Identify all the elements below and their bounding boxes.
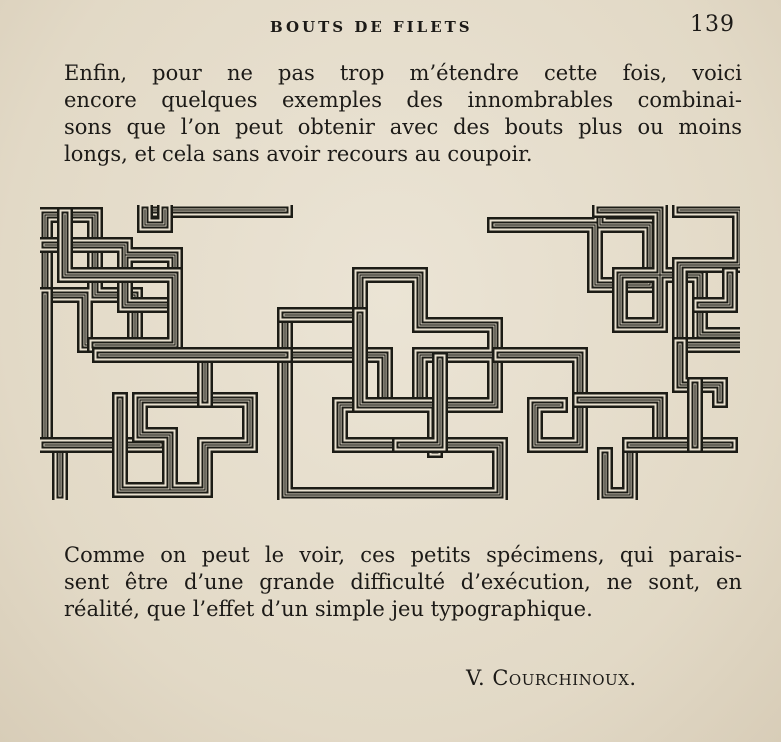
ornament-rule-band — [500, 355, 580, 445]
ornament-rule-band — [45, 295, 60, 445]
page-number: 139 — [690, 12, 735, 37]
text-line: sons que l’on peut obtenir avec des bouts plus ou moins — [64, 115, 742, 139]
paragraph-conclusion — [64, 542, 742, 623]
fret-ornament-figure — [40, 205, 740, 500]
running-title: BOUTS DE FILETS — [270, 18, 473, 36]
text-line: encore quelques exemples des innombrables combinai- — [64, 88, 742, 112]
running-head — [0, 12, 781, 42]
paragraph-intro — [64, 60, 742, 168]
text-line: Comme on peut le voir, ces petits spécimens, qui parais- — [64, 543, 742, 567]
text-line: sent être d’une grande difficulté d’exécution, ne sont, en — [64, 570, 742, 594]
text-line: Enfin, pour ne pas trop m’étendre cette fois, voici — [64, 61, 742, 85]
text-line: réalité, que l’effet d’un simple jeu typographique. — [64, 597, 593, 621]
text-line: longs, et cela sans avoir recours au coupoir. — [64, 142, 533, 166]
author-signature: V. Courchinoux. — [466, 666, 637, 690]
